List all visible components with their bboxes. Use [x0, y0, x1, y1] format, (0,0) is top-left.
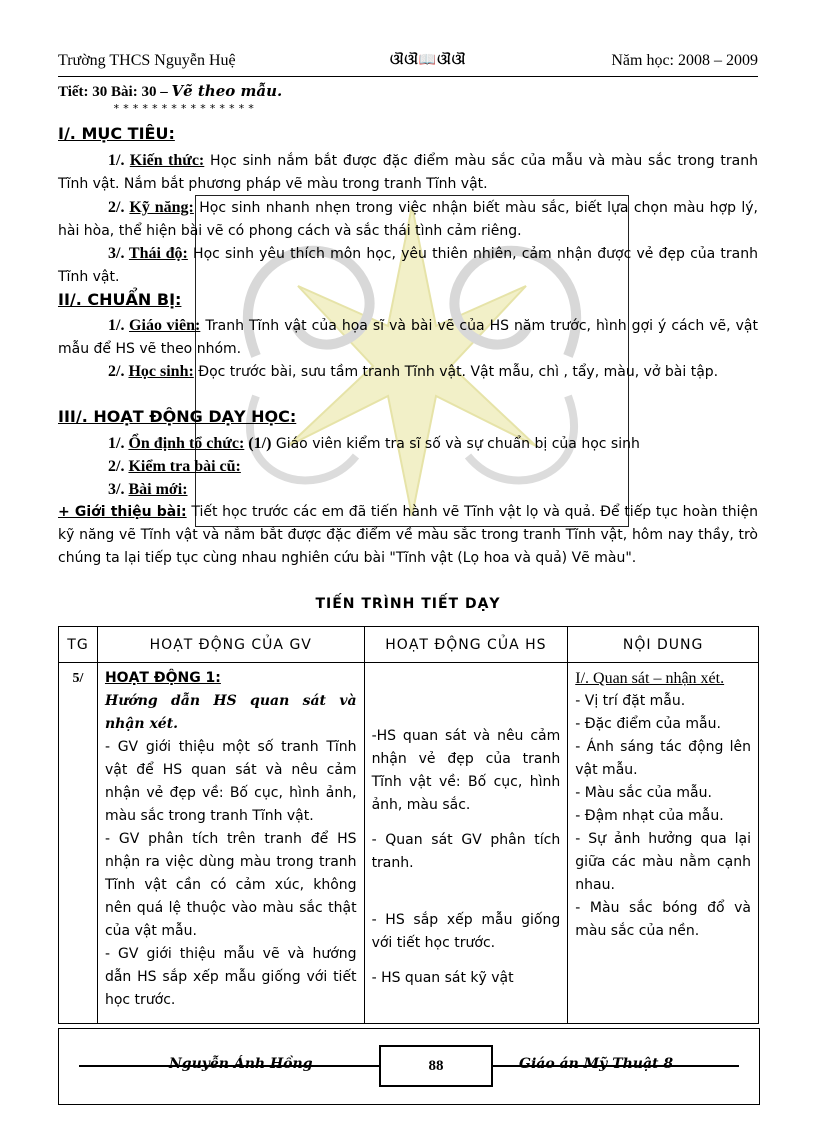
col-header-tg: TG — [59, 627, 98, 663]
content-item: - Vị trí đặt mẫu. — [575, 693, 686, 709]
hs-item: - Quan sát GV phân tích tranh. — [371, 832, 561, 871]
gv-item: - GV giới thiệu một số tranh Tĩnh vật để HS quan sát và nêu cảm nhận vẻ đẹp về: Bố cục, hình ảnh, màu sắc trong tranh Tĩnh vật. — [104, 739, 357, 824]
content-item: - Ánh sáng tác động lên vật mẫu. — [575, 739, 751, 778]
item-text: Học sinh nhanh nhẹn trong việc nhận biết màu sắc, biết lựa chọn màu hợp lý, hài hòa, thể hiện bài vẽ có phong cách và sắc thái tình cảm riêng. — [58, 200, 759, 239]
item-number: 1/. — [108, 317, 130, 334]
item-text: Học sinh nắm bắt được đặc điểm màu sắc của mẫu và màu sắc trong tranh Tĩnh vật. Nắm bắt phương pháp vẽ màu trong tranh Tĩnh vật. — [58, 153, 758, 192]
item-text: Học sinh yêu thích môn học, yêu thiên nhiên, cảm nhận được vẻ đẹp của tranh Tĩnh vật. — [58, 246, 758, 285]
col-header-gv: HOẠT ĐỘNG CỦA GV — [97, 627, 364, 663]
lesson-line — [58, 82, 282, 101]
gv-heading: HOẠT ĐỘNG 1: — [104, 670, 221, 686]
gv-item: - GV giới thiệu mẫu vẽ và hướng dẫn HS sắp xếp mẫu giống với tiết học trước. — [104, 946, 357, 1008]
lesson-table — [58, 626, 759, 1024]
lesson-title: Vẽ theo mẫu. — [171, 82, 283, 100]
cell-content — [568, 663, 759, 1024]
table-row — [59, 663, 759, 1024]
objective-knowledge — [58, 149, 758, 196]
item-label: Học sinh: — [128, 363, 194, 380]
footer-frame — [79, 1051, 739, 1081]
objective-attitude — [58, 242, 758, 289]
content-item: - Màu sắc của mẫu. — [575, 785, 712, 801]
section-1-title: I/. MỤC TIÊU: — [58, 124, 175, 143]
content-item: - Sự ảnh hưởng qua lại giữa các màu nằm cạnh nhau. — [575, 831, 751, 893]
cell-gv — [97, 663, 364, 1024]
star-divider: *************** — [113, 102, 258, 115]
item-extra: (1/) — [244, 435, 272, 452]
item-number: 3/. — [108, 245, 129, 262]
hs-item: - HS sắp xếp mẫu giống với tiết học trước. — [371, 912, 561, 951]
lesson-prefix: Tiết: 30 Bài: 30 – — [58, 84, 172, 100]
item-number: 1/. — [108, 435, 129, 452]
objective-skill — [58, 196, 758, 243]
item-label: Giáo viên: — [129, 317, 201, 334]
activity-new-lesson — [58, 478, 758, 502]
item-label: Thái độ: — [128, 245, 188, 262]
school-year: Năm học: 2008 – 2009 — [611, 52, 758, 69]
item-number: 2/. — [108, 458, 129, 475]
content-item: - Đậm nhạt của mẫu. — [575, 808, 724, 824]
col-header-content: NỘI DUNG — [568, 627, 759, 663]
page-number: 88 — [379, 1045, 493, 1087]
school-name: Trường THCS Nguyễn Huệ — [58, 52, 236, 69]
content-heading: I/. Quan sát – nhận xét. — [575, 670, 725, 687]
item-number: 3/. — [108, 481, 129, 498]
item-text: Đọc trước bài, sưu tầm tranh Tĩnh vật. Vật mẫu, chì , tẩy, màu, vở bài tập. — [193, 364, 719, 380]
table-header-row — [59, 627, 759, 663]
cell-hs — [364, 663, 568, 1024]
table-title: TIẾN TRÌNH TIẾT DẠY — [315, 596, 501, 612]
section-2-title: II/. CHUẨN BỊ: — [58, 290, 182, 309]
intro-text: Tiết học trước các em đã tiến hành vẽ Tĩnh vật lọ và quả. Để tiếp tục hoàn thiện kỹ năng vẽ Tĩnh vật và nắm bắt được đặc điểm về màu sắc trong tranh Tĩnh vật, hôm nay thầy, trò chúng ta lại tiếp tục cùng nhau nghiên cứu bài "Tĩnh vật (Lọ hoa và quả) Vẽ màu". — [58, 504, 758, 566]
page-header — [58, 50, 758, 77]
cell-tg: 5/ — [59, 663, 98, 1024]
col-header-hs: HOẠT ĐỘNG CỦA HS — [364, 627, 568, 663]
intro-label: + Giới thiệu bài: — [58, 504, 187, 520]
author-name: Nguyễn Ánh Hồng — [169, 1056, 313, 1072]
item-label: Kiến thức: — [129, 152, 205, 169]
item-number: 2/. — [108, 363, 129, 380]
hs-item: - HS quan sát kỹ vật — [371, 970, 514, 986]
item-number: 1/. — [108, 152, 130, 169]
item-label: Kỹ năng: — [129, 199, 194, 216]
activity-review — [58, 455, 758, 479]
content-item: - Đặc điểm của mẫu. — [575, 716, 721, 732]
lesson-introduction — [58, 501, 758, 570]
prep-teacher — [58, 314, 758, 361]
hs-item: -HS quan sát và nêu cảm nhận vẻ đẹp của tranh Tĩnh vật về: Bố cục, hình ảnh, màu sắc. — [371, 728, 561, 813]
activity-organize — [58, 432, 758, 456]
item-text: Giáo viên kiểm tra sĩ số và sự chuẩn bị của học sinh — [271, 436, 640, 452]
item-number: 2/. — [108, 199, 130, 216]
page-footer — [58, 1028, 760, 1105]
item-text: Tranh Tĩnh vật của họa sĩ và bài vẽ của HS năm trước, hình gợi ý cách vẽ, vật mẫu để HS vẽ theo nhóm. — [58, 318, 758, 357]
gv-item: - GV phân tích trên tranh để HS nhận ra việc dùng màu trong tranh Tĩnh vật cần có cảm xúc, không nên quá lệ thuộc vào màu sắc thật của vật mẫu. — [104, 831, 357, 939]
book-title: Giáo án Mỹ Thuật 8 — [519, 1056, 674, 1072]
content-item: - Màu sắc bóng đổ và màu sắc của nền. — [575, 900, 751, 939]
header-ornament-icon: ଔଔ📖ଔଔ — [390, 53, 467, 68]
item-label: Bài mới: — [128, 481, 188, 498]
item-label: Kiểm tra bài cũ: — [128, 458, 241, 475]
prep-student — [58, 360, 758, 384]
item-label: Ổn định tổ chức: — [128, 435, 245, 452]
gv-subheading: Hướng dẫn HS quan sát và nhận xét. — [104, 693, 357, 732]
section-3-title: III/. HOẠT ĐỘNG DẠY HỌC: — [58, 407, 297, 426]
